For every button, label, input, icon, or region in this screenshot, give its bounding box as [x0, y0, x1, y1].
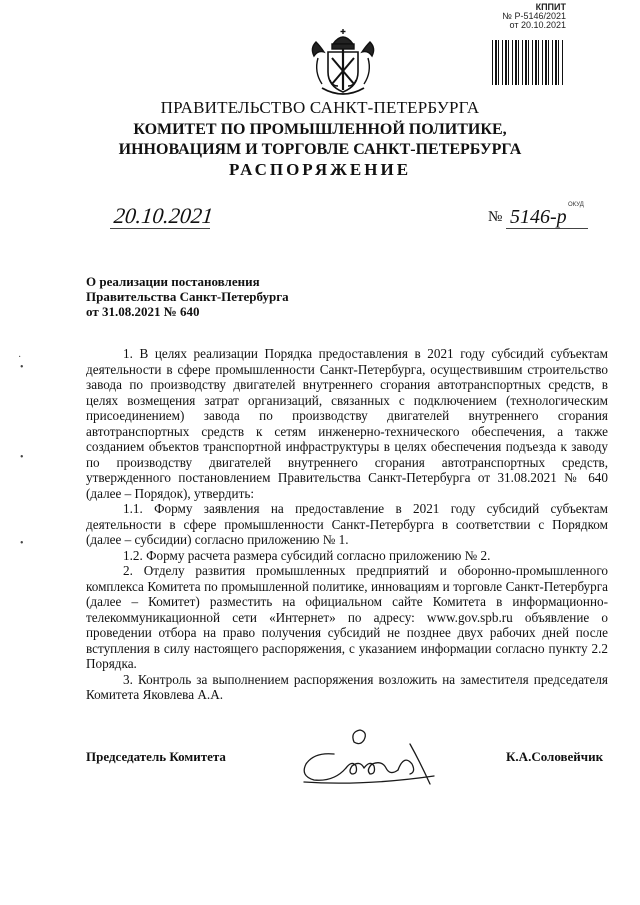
- margin-mark: •: [20, 538, 24, 549]
- paragraph: 1.2. Форму расчета размера субсидий согласно приложению № 2.: [123, 547, 491, 563]
- stamp-date: от 20.10.2021: [509, 20, 566, 30]
- paragraph: 2. Отделу развития промышленных предприятий и оборонно-промышленного комплекса Комитета по промышленной политике, инновациям и торговле Санкт-Петербурга (далее – Комитет) разместить на официальном сайте Комитета в информационно-телекоммуникационной сети «Интернет» по адресу: www.gov.spb.ru объявление о проведении отбора на право получения субсидий не позднее двух рабочих дней после вступления в силу настоящего распоряжения, с указанием информации согласно пункту 2.2 Порядка.: [86, 563, 608, 671]
- document-subject: [86, 274, 289, 319]
- paragraph: 1.1. Форму заявления на предоставление в 2021 году субсидий субъектам деятельности в сфере промышленности Санкт-Петербурга в соответствии с Порядком (далее – субсидии) согласно приложению № 1.: [86, 501, 608, 547]
- committee-title-line2: ИННОВАЦИЯМ И ТОРГОВЛЕ САНКТ-ПЕТЕРБУРГА: [118, 141, 522, 158]
- signatory-name: К.А.Соловейчик: [506, 749, 604, 764]
- registration-stamp: [486, 3, 566, 30]
- subject-line: Правительства Санкт-Петербурга: [86, 289, 289, 304]
- document-body: [86, 346, 608, 703]
- paragraph: 3. Контроль за выполнением распоряжения возложить на заместителя председателя Комитета Яковлева А.А.: [86, 671, 608, 702]
- number-label: №: [488, 209, 503, 225]
- barcode-icon: [492, 40, 564, 85]
- number-underline: [506, 228, 588, 229]
- committee-title-line1: КОМИТЕТ ПО ПРОМЫШЛЕННОЙ ПОЛИТИКЕ,: [133, 121, 507, 138]
- margin-mark: •: [20, 362, 24, 373]
- document-number: 5146-р: [510, 206, 567, 228]
- signatory-title: Председатель Комитета: [86, 749, 226, 764]
- stamp-number: № Р-5146/2021: [502, 11, 566, 21]
- coat-of-arms-icon: [308, 28, 378, 100]
- document-date: 20.10.2021: [112, 203, 215, 228]
- margin-mark: ·: [18, 352, 22, 363]
- stamp-org: КППИТ: [535, 2, 566, 12]
- government-title: ПРАВИТЕЛЬСТВО САНКТ-ПЕТЕРБУРГА: [160, 98, 480, 117]
- subject-line: от 31.08.2021 № 640: [86, 304, 200, 319]
- subject-line: О реализации постановления: [86, 274, 260, 289]
- document-type: РАСПОРЯЖЕНИЕ: [228, 160, 412, 179]
- okud-label: ОКУД: [568, 202, 584, 208]
- handwritten-signature: [294, 724, 444, 792]
- margin-mark: •: [20, 452, 24, 463]
- paragraph: 1. В целях реализации Порядка предоставления в 2021 году субсидий субъектам деятельности в сфере промышленности Санкт-Петербурга, осуществившим строительство завода по производству двигателей внутреннего сгорания автотранспортных средств, в целях возмещения затрат организаций, связанных с подключением (технологическим присоединением) завода по производству двигателей внутреннего сгорания автотранспортных средств к сетям инженерно-технического обеспечения, а также созданием объектов транспортной инфраструктуры в целях обеспечения подъезда к заводу по производству двигателей внутреннего сгорания автотранспортных средств, утвержденного постановлением Правительства Санкт-Петербурга от 31.08.2021 № 640 (далее – Порядок), утвердить:: [86, 346, 608, 501]
- date-underline: [110, 228, 210, 229]
